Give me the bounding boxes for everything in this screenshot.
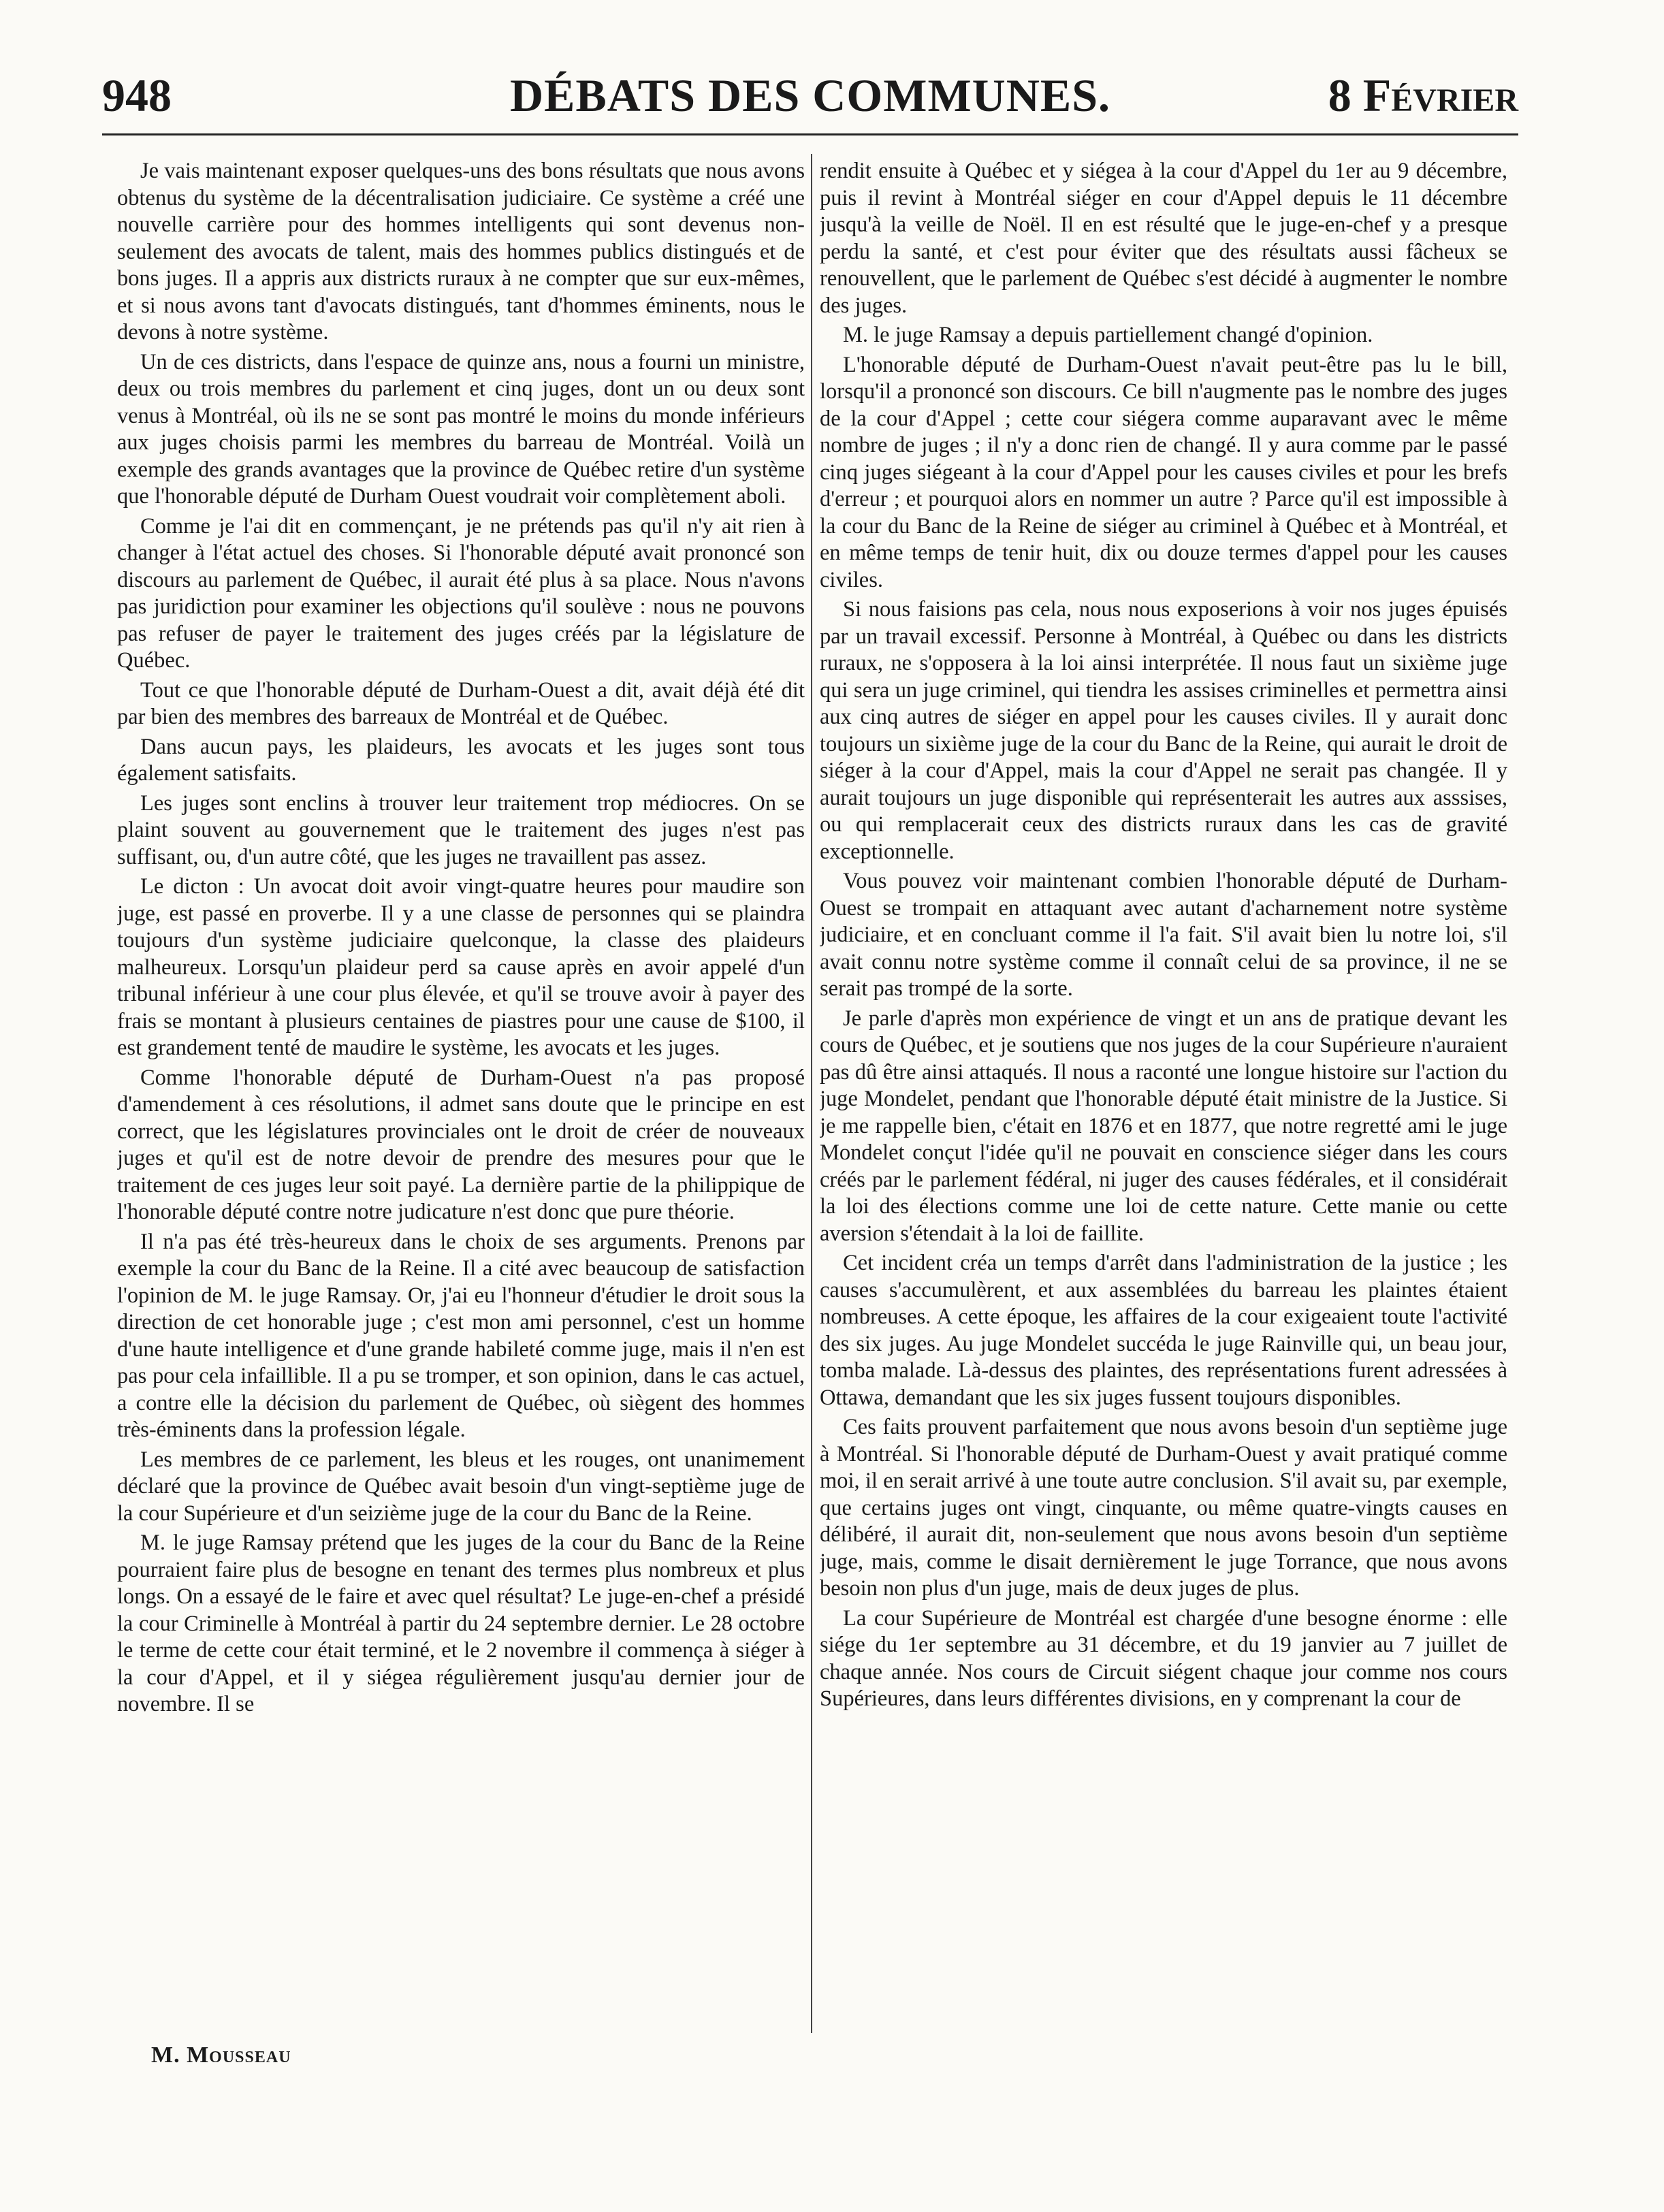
speaker-footer: M. Mousseau <box>151 2042 291 2068</box>
date-month: Février <box>1362 69 1518 121</box>
paragraph: Ces faits prouvent parfaitement que nous avons besoin d'un septième juge à Montréal. Si l'honorable député de Durham-Ouest y avait pratiqué comme moi, il en serait arrivé à une toute autre conclusion. S'il avait su, par exemple, que certains juges ont vingt, cinquante, ou même quatre-vingts causes en délibéré, il aurait dit, non-seulement que nous avons besoin d'un septième juge, mais, comme le disait dernièrement le juge Torrance, que nous avons besoin non plus d'un juge, mais de deux juges de plus. <box>820 1415 1507 1601</box>
paragraph: Cet incident créa un temps d'arrêt dans l'administration de la justice ; les causes s'accumulèrent, et aux assemblées du barreau les plaintes étaient nombreuses. A cette époque, les affaires de la cour exigeaient toute l'activité des six juges. Au juge Mondelet succéda le juge Rainville qui, un beau jour, tomba malade. Là-dessus des plaintes, des représentations furent adressées à Ottawa, demandant que les six juges fussent toujours disponibles. <box>820 1251 1507 1410</box>
paragraph: Il n'a pas été très-heureux dans le choix de ses arguments. Prenons par exemple la cour du Banc de la Reine. Il a cité avec beaucoup de satisfaction l'opinion de M. le juge Ramsay. Or, j'ai eu l'honneur d'étudier le droit sous la direction de cet honorable juge ; c'est mon ami personnel, c'est un homme d'une haute intelligence et d'une grande habileté comme juge, mais il n'en est pas pour cela infaillible. Il a pu se tromper, et son opinion, dans le cas actuel, a contre elle la décision du parlement de Québec, où siègent des hommes très-éminents dans la profession légale. <box>117 1229 805 1442</box>
paragraph: Un de ces districts, dans l'espace de quinze ans, nous a fourni un ministre, deux ou trois membres du parlement et cinq juges, dont un ou deux sont venus à Montréal, où ils ne se sont pas montré le moins du monde inférieurs aux juges choisis parmi les membres du barreau de Montréal. Voilà un exemple des grands avantages que la province de Québec retire d'un système que l'honorable député de Durham Ouest voudrait voir complètement aboli. <box>117 349 805 509</box>
column-divider <box>811 154 812 2033</box>
page-header <box>102 65 1518 126</box>
paragraph: L'honorable député de Durham-Ouest n'avait peut-être pas lu le bill, lorsqu'il a prononcé son discours. Ce bill n'augmente pas le nombre des juges de la cour d'Appel ; cette cour siégera comme auparavant avec le même nombre de juges ; il n'y a donc rien de changé. Il y aura comme par le passé cinq juges siégeant à la cour d'Appel pour les causes civiles et pour les brefs d'erreur ; et pourquoi alors en nommer un autre ? Parce qu'il est impossible à la cour du Banc de la Reine de siéger au criminel à Québec et à Montréal, et en même temps de tenir huit, dix ou douze termes d'appel pour les causes civiles. <box>820 352 1507 592</box>
paragraph: M. le juge Ramsay prétend que les juges de la cour du Banc de la Reine pourraient faire plus de besogne en tenant des termes plus nombreux et plus longs. On a essayé de le faire et avec quel résultat? Le juge-en-chef a présidé la cour Criminelle à Montréal à partir du 24 septembre dernier. Le 28 octobre le terme de cette cour était terminé, et le 2 novembre il commença à siéger à la cour d'Appel, et il y siégea régulièrement jusqu'au dernier jour de novembre. Il se <box>117 1530 805 1716</box>
page-date <box>1328 65 1518 126</box>
paragraph: rendit ensuite à Québec et y siégea à la cour d'Appel du 1er au 9 décembre, puis il revint à Montréal siéger en cour d'Appel depuis le 11 décembre jusqu'à la veille de Noël. Il en est résulté que le juge-en-chef y a presque perdu la santé, et c'est pour éviter que des résultats aussi fâcheux se renouvellent, que le parlement de Québec s'est décidé à augmenter le nombre des juges. <box>820 159 1507 318</box>
date-day: 8 <box>1328 69 1351 121</box>
page-title: DÉBATS DES COMMUNES. <box>509 69 1111 121</box>
paragraph: Je parle d'après mon expérience de vingt et un ans de pratique devant les cours de Québec, et je soutiens que nos juges de la cour Supérieure n'auraient pas dû être ainsi attaqués. Il nous a raconté une longue histoire sur l'action du juge Mondelet, pendant que l'honorable député était ministre de la Justice. Si je me rappelle bien, c'était en 1876 et en 1877, que notre regretté ami le juge Mondelet conçut l'idée qu'il ne pouvait en conscience siéger dans les cours créés par le parlement fédéral, ni juger des causes fédérales, et il considérait la loi des élections comme une loi de cette nature. Cette manie ou cette aversion s'étendait à la loi de faillite. <box>820 1006 1507 1246</box>
paragraph: Comme je l'ai dit en commençant, je ne prétends pas qu'il n'y ait rien à changer à l'état actuel des choses. Si l'honorable député avait prononcé son discours au parlement de Québec, il aurait été plus à sa place. Nous n'avons pas juridiction pour examiner les objections qu'il soulève : nous ne pouvons pas refuser de payer le traitement des juges créés par la législature de Québec. <box>117 513 805 673</box>
paragraph: Le dicton : Un avocat doit avoir vingt-quatre heures pour maudire son juge, est passé en proverbe. Il y a une classe de personnes qui se plaindra toujours d'un système judiciaire quelconque, la classe des plaideurs malheureux. Lorsqu'un plaideur perd sa cause après en avoir appelé d'un tribunal inférieur à une cour plus élevée, et qu'il se trouve avoir à payer des frais se montant à plusieurs centaines de piastres pour une cause de $100, il est grandement tenté de maudire le système, les avocats et les juges. <box>117 874 805 1060</box>
left-column <box>117 158 805 2037</box>
page-number: 948 <box>102 69 172 121</box>
paragraph: La cour Supérieure de Montréal est chargée d'une besogne énorme : elle siége du 1er septembre au 31 décembre, et du 19 janvier au 7 juillet de chaque année. Nos cours de Circuit siégent chaque jour comme nos cours Supérieures, dans leurs différentes divisions, en y comprenant la cour de <box>820 1605 1507 1711</box>
header-rule <box>102 133 1518 135</box>
paragraph: Les membres de ce parlement, les bleus et les rouges, ont unanimement déclaré que la province de Québec avait besoin d'un vingt-septième juge de la cour Supérieure et d'un seizième juge de la cour du Banc de la Reine. <box>117 1447 805 1526</box>
paragraph: Je vais maintenant exposer quelques-uns des bons résultats que nous avons obtenus du système de la décentralisation judiciaire. Ce système a créé une nouvelle carrière pour des hommes intelligents qui sont devenus non-seulement des avocats de talent, mais des hommes publics distingués et de bons juges. Il a appris aux districts ruraux à ne compter que sur eux-mêmes, et si nous avons tant d'avocats distingués, tant d'hommes éminents, nous le devons à notre système. <box>117 159 805 344</box>
paragraph: M. le juge Ramsay a depuis partiellement changé d'opinion. <box>843 323 1373 347</box>
paragraph: Comme l'honorable député de Durham-Ouest n'a pas proposé d'amendement à ces résolutions, il admet sans doute que le principe en est correct, que les législatures provinciales ont le droit de créer de nouveaux juges et qu'il est de notre devoir de prendre des mesures pour que le traitement de ces juges leur soit payé. La dernière partie de la philippique de l'honorable député contre notre judicature n'est donc que pure théorie. <box>117 1065 805 1224</box>
paragraph: Vous pouvez voir maintenant combien l'honorable député de Durham-Ouest se trompait en attaquant avec autant d'acharnement notre système judiciaire, et en concluant comme il l'a fait. S'il avait bien lu notre loi, s'il avait connu notre système comme il connaît celui de sa province, il ne se serait pas trompé de la sorte. <box>820 869 1507 1001</box>
paragraph: Dans aucun pays, les plaideurs, les avocats et les juges sont tous également satisfaits. <box>117 734 805 786</box>
paragraph: Les juges sont enclins à trouver leur traitement trop médiocres. On se plaint souvent au gouvernement que le traitement des juges n'est pas suffisant, ou, d'un autre côté, que les juges ne travaillent pas assez. <box>117 790 805 869</box>
right-column <box>820 158 1507 2037</box>
paragraph: Si nous faisions pas cela, nous nous exposerions à voir nos juges épuisés par un travail excessif. Personne à Montréal, à Québec ou dans les districts ruraux, ne s'opposera à la loi ainsi interprétée. Il nous faut un sixième juge qui sera un juge criminel, qui tiendra les assises criminelles et permettra ainsi aux cinq autres de siéger en appel pour les causes civiles. Il y aurait donc toujours un sixième juge de la cour du Banc de la Reine, qui aurait le droit de siéger à la cour d'Appel, mais la cour d'Appel ne serait pas changée. Il y aurait toujours un juge disponible qui représenterait les autres aux asssises, ou qui remplacerait ceux des districts ruraux dans les cas de gravité exceptionnelle. <box>820 597 1507 864</box>
paragraph: Tout ce que l'honorable député de Durham-Ouest a dit, avait déjà été dit par bien des membres des barreaux de Montréal et de Québec. <box>117 677 805 729</box>
